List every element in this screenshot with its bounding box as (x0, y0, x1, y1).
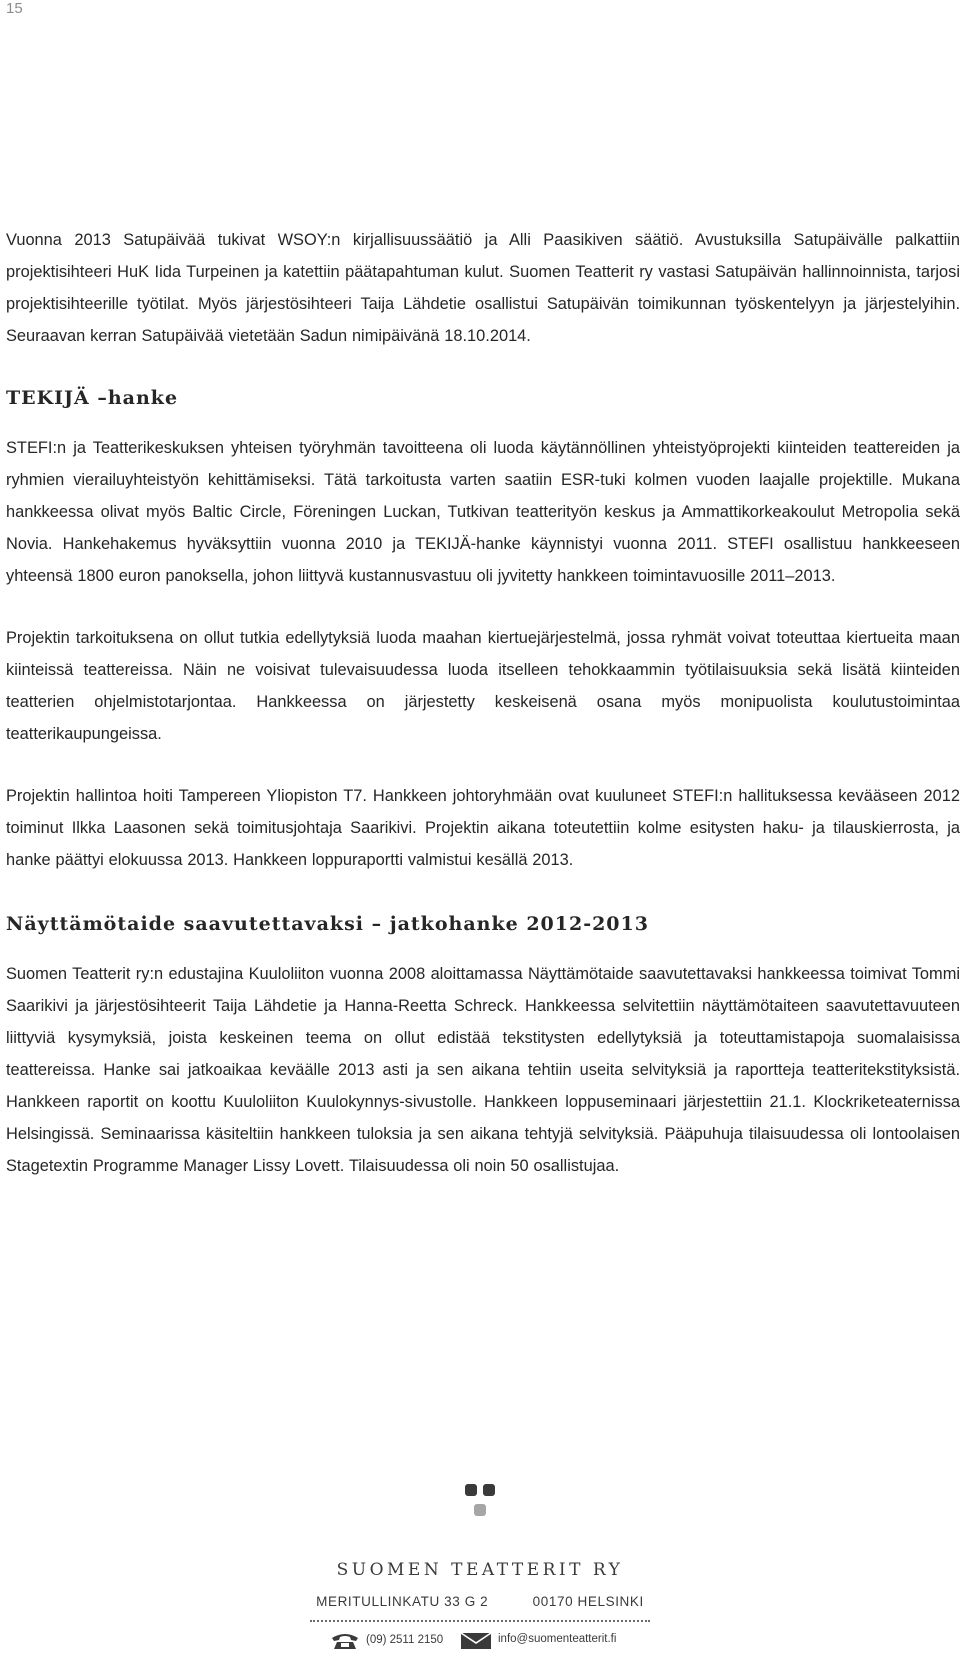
logo-square-icon (465, 1484, 477, 1496)
paragraph-nayttamotaide: Suomen Teatterit ry:n edustajina Kuuloliiton vuonna 2008 aloittamassa Näyttämötaide saavutettavaksi hankkeessa toimivat Tommi Saarikivi ja järjestösihteerit Taija Lähdetie ja Hanna-Reetta Schreck. Hankkeessa selvitettiin näyttämötaiteen saavutettavuuteen liittyviä kysymyksiä, joista keskeinen teema on ollut edistää tekstitysten edellytyksiä ja toteuttamistapoja suomalaisissa teattereissa. Hanke sai jatkoaikaa keväälle 2013 asti ja sen aikana tehtiin useita selvityksiä ja raportteja teatteritekstityksistä. Hankkeen raportit on koottu Kuuloliiton Kuulokynnys-sivustolle. Hankkeen loppuseminaari järjestettiin 21.1. Klockriketeaternissa Helsingissä. Seminaarissa käsiteltiin hankkeen tuloksia ja sen aikana tehtyjä selvityksiä. Pääpuhuja tilaisuudessa oli lontoolaisen Stagetextin Programme Manager Lissy Lovett. Tilaisuudessa oli noin 50 osallistujaa. (6, 965, 960, 1175)
paragraph-tekija-2: Projektin tarkoituksena on ollut tutkia edellytyksiä luoda maahan kiertuejärjestelmä, jossa ryhmät voivat toteuttaa kiertueita maan kiinteissä teattereissa. Näin ne voisivat tulevaisuudessa luoda itselleen tehokkaammin työtilaisuuksia sekä lisätä kiinteiden teatterien ohjelmistotarjontaa. Hankkeessa on järjestetty keskeisenä osana myös monipuolista koulutustoimintaa teatterikaupungeissa. (6, 629, 960, 743)
email-link[interactable]: info@suomenteatterit.fi (498, 1633, 617, 1645)
paragraph-tekija-3: Projektin hallintoa hoiti Tampereen Yliopiston T7. Hankkeen johtoryhmään ovat kuuluneet STEFI:n hallituksessa kevääseen 2012 toiminut Ilkka Laasonen sekä toimitusjohtaja Saarikivi. Projektin aikana toteutettiin kolme esitysten haku- ja tilauskierrosta, ja hanke päättyi elokuussa 2013. Hankkeen loppuraportti valmistui kesällä 2013. (6, 787, 960, 869)
page-number: 15 (6, 0, 23, 17)
heading-nayttamotaide: Näyttämötaide saavutettavaksi – jatkohanke 2012-2013 (6, 913, 649, 935)
dotted-divider (310, 1620, 650, 1622)
contact-info (330, 1632, 650, 1654)
phone-number: (09) 2511 2150 (366, 1634, 444, 1646)
organization-logo-icon (465, 1484, 505, 1520)
document-body (6, 224, 960, 1182)
mail-icon (460, 1632, 492, 1650)
paragraph-satupaiva: Vuonna 2013 Satupäivää tukivat WSOY:n kirjallisuussäätiö ja Alli Paasikiven säätiö. Avustuksilla Satupäivälle palkattiin projektisihteeri HuK Iida Turpeinen ja katettiin päätapahtuman kulut. Suomen Teatterit ry vastasi Satupäivän hallinnoinnista, tarjosi projektisihteerille työtilat. Myös järjestösihteeri Taija Lähdetie osallistui Satupäivän toimikunnan työskentelyyn ja järjestelyihin. Seuraavan kerran Satupäivää vietetään Sadun nimipäivänä 18.10.2014. (6, 231, 960, 345)
phone-icon (330, 1632, 360, 1650)
postal-address: 00170 HELSINKI (532, 1594, 644, 1609)
footer (0, 1480, 960, 1650)
address (0, 1594, 960, 1609)
heading-tekija: TEKIJÄ –hanke (6, 387, 179, 409)
logo-square-icon (483, 1484, 495, 1496)
paragraph-tekija-1: STEFI:n ja Teatterikeskuksen yhteisen työryhmän tavoitteena oli luoda käytännöllinen yhteistyöprojekti kiinteiden teattereiden ja ryhmien vierailuyhteistyön kehittämiseksi. Tätä tarkoitusta varten saatiin ESR-tuki kolmen vuoden laajalle projektille. Mukana hankkeessa olivat myös Baltic Circle, Föreningen Luckan, Tutkivan teatterityön keskus ja Ammattikorkeakoulut Metropolia sekä Novia. Hankehakemus hyväksyttiin vuonna 2010 ja TEKIJÄ-hanke käynnistyi vuonna 2011. STEFI osallistuu hankkeeseen yhteensä 1800 euron panoksella, johon liittyvä kustannusvastuu oli jyvitetty hankkeen toimintavuosille 2011–2013. (6, 439, 960, 585)
street-address: MERITULLINKATU 33 G 2 (316, 1594, 489, 1609)
logo-square-icon (474, 1504, 486, 1516)
organization-name: SUOMEN TEATTERIT RY (336, 1560, 624, 1580)
